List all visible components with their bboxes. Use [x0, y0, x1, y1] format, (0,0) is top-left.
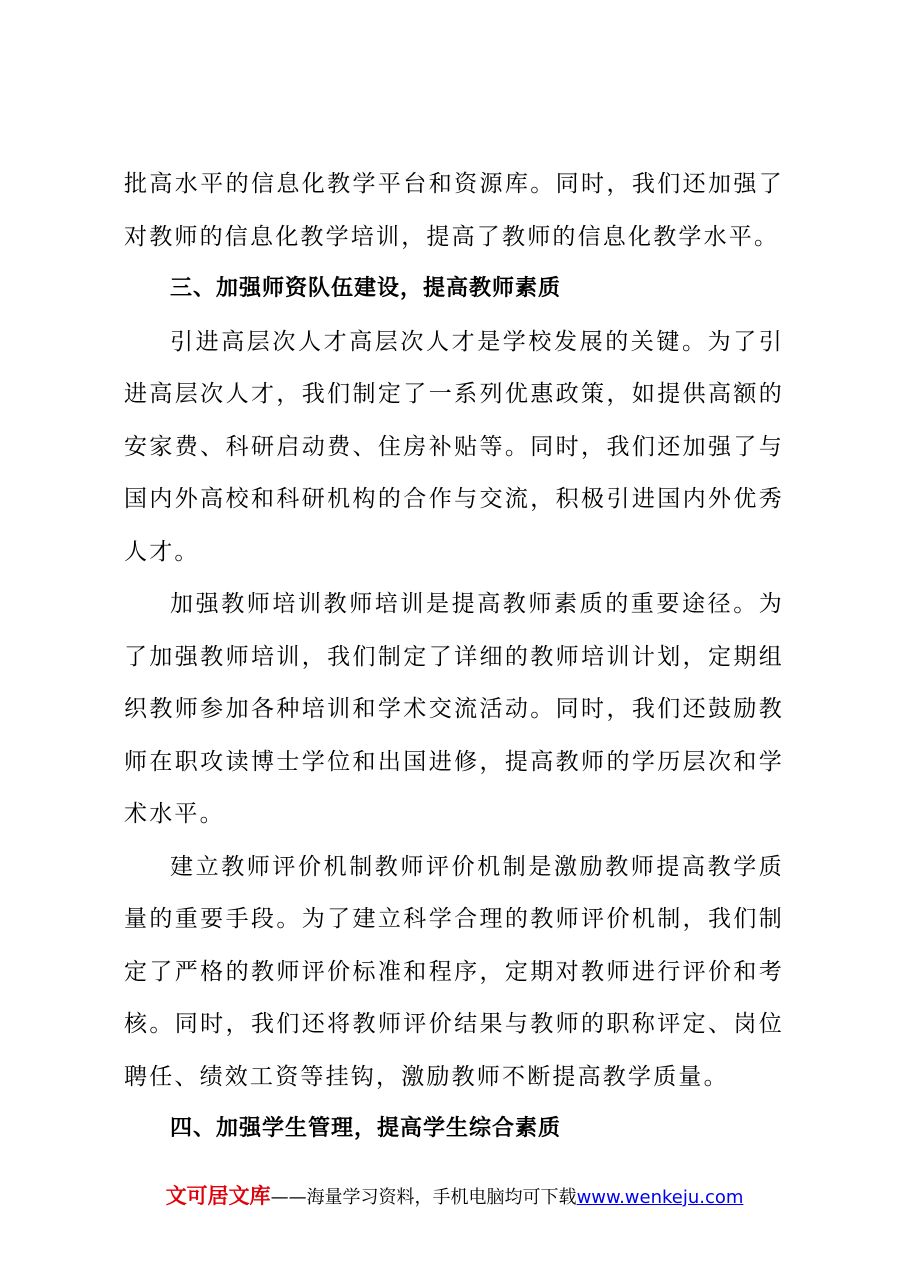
footer-slogan: ——海量学习资料，手机电脑均可下载 [270, 1187, 577, 1208]
paragraph-talent-recruitment: 引进高层次人才高层次人才是学校发展的关键。为了引进高层次人才，我们制定了一系列优惠政策，如提供高额的安家费、科研启动费、住房补贴等。同时，我们还加强了与国内外高校和科研机构的合作与交流，积极引进国内外优秀人才。 [124, 328, 784, 565]
page-footer [0, 1183, 909, 1211]
section-heading-4: 四、加强学生管理，提高学生综合素质 [170, 1116, 562, 1141]
footer-site-link[interactable]: www.wenkeju.com [576, 1187, 744, 1208]
paragraph-teacher-evaluation: 建立教师评价机制教师评价机制是激励教师提高教学质量的重要手段。为了建立科学合理的教师评价机制，我们制定了严格的教师评价标准和程序，定期对教师进行评价和考核。同时，我们还将教师评价结果与教师的职称评定、岗位聘任、绩效工资等挂钩，激励教师不断提高教学质量。 [124, 853, 784, 1090]
footer-brand: 文可居文库 [165, 1184, 271, 1208]
paragraph-continued: 批高水平的信息化教学平台和资源库。同时，我们还加强了对教师的信息化教学培训，提高了教师的信息化教学水平。 [124, 171, 784, 250]
paragraph-teacher-training: 加强教师培训教师培训是提高教师素质的重要途径。为了加强教师培训，我们制定了详细的教师培训计划，定期组织教师参加各种培训和学术交流活动。同时，我们还鼓励教师在职攻读博士学位和出国进修，提高教师的学历层次和学术水平。 [124, 591, 784, 827]
section-heading-3: 三、加强师资队伍建设，提高教师素质 [170, 276, 562, 301]
document-body [124, 158, 784, 1156]
